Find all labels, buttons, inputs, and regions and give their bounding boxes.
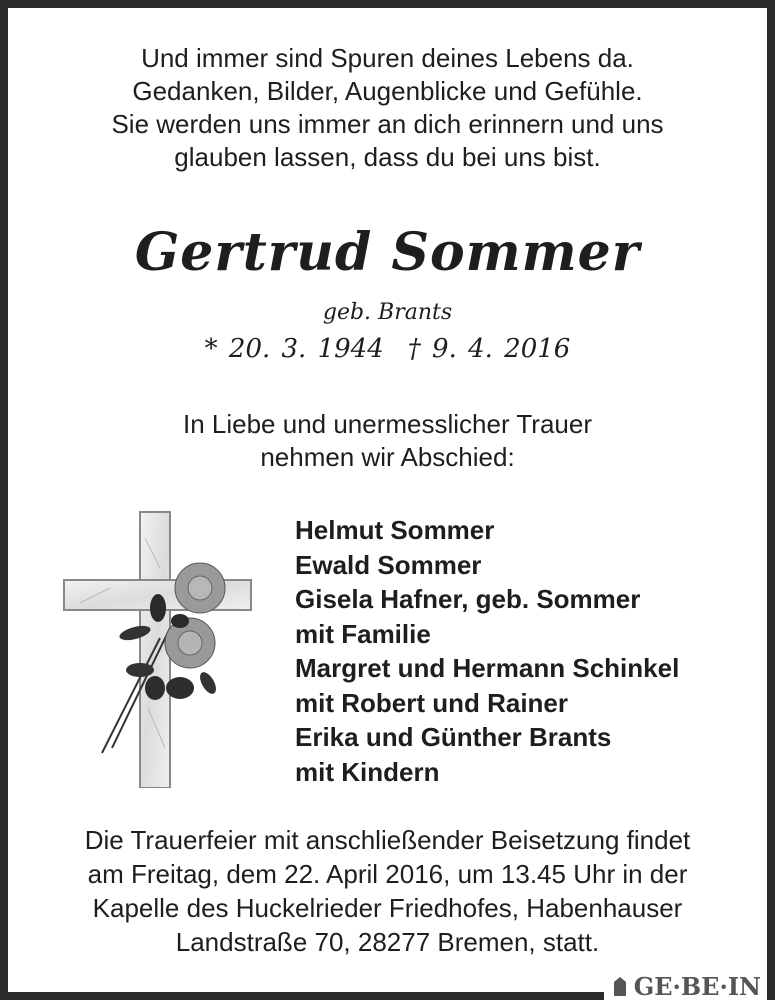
mourners-list bbox=[295, 513, 679, 789]
mourner: Erika und Günther Brants bbox=[295, 722, 612, 752]
mourner: mit Kindern bbox=[295, 756, 440, 787]
death-date: † 9. 4. 2016 bbox=[407, 334, 571, 364]
mourner: Gisela Hafner, geb. Sommer bbox=[295, 584, 641, 614]
logo-text: GE·BE·IN bbox=[633, 971, 761, 1001]
verse-line: glauben lassen, dass du bei uns bist. bbox=[174, 142, 601, 172]
verse bbox=[8, 42, 767, 174]
funeral-service-info bbox=[8, 823, 767, 959]
service-line: am Freitag, dem 22. April 2016, um 13.45 Uhr in der bbox=[87, 859, 688, 889]
birth-date: * 20. 3. 1944 bbox=[204, 334, 384, 364]
deceased-name: Gertrud Sommer bbox=[134, 222, 641, 283]
mourner: Helmut Sommer bbox=[295, 515, 495, 545]
service-line: Landstraße 70, 28277 Bremen, statt. bbox=[175, 927, 600, 957]
farewell-intro bbox=[8, 408, 767, 474]
verse-line: Und immer sind Spuren deines Lebens da. bbox=[141, 43, 634, 73]
intro-line: In Liebe und unermesslicher Trauer bbox=[182, 409, 592, 439]
mourner: Margret und Hermann Schinkel bbox=[295, 653, 680, 683]
service-line: Kapelle des Huckelrieder Friedhofes, Habenhauser bbox=[92, 893, 683, 923]
gebein-logo bbox=[604, 970, 767, 1000]
verse-line: Sie werden uns immer an dich erinnern und uns bbox=[111, 109, 664, 139]
mourner: mit Robert und Rainer bbox=[295, 687, 569, 718]
logo-icon bbox=[612, 976, 628, 996]
mourner: mit Familie bbox=[295, 618, 431, 649]
service-line: Die Trauerfeier mit anschließender Beisetzung findet bbox=[84, 825, 691, 855]
mourner: Ewald Sommer bbox=[295, 549, 482, 580]
life-dates bbox=[8, 334, 767, 364]
intro-line: nehmen wir Abschied: bbox=[260, 442, 515, 472]
birth-name: geb. Brants bbox=[322, 300, 453, 325]
verse-line: Gedanken, Bilder, Augenblicke und Gefühle. bbox=[132, 76, 643, 106]
cross-with-roses-image bbox=[60, 508, 255, 788]
